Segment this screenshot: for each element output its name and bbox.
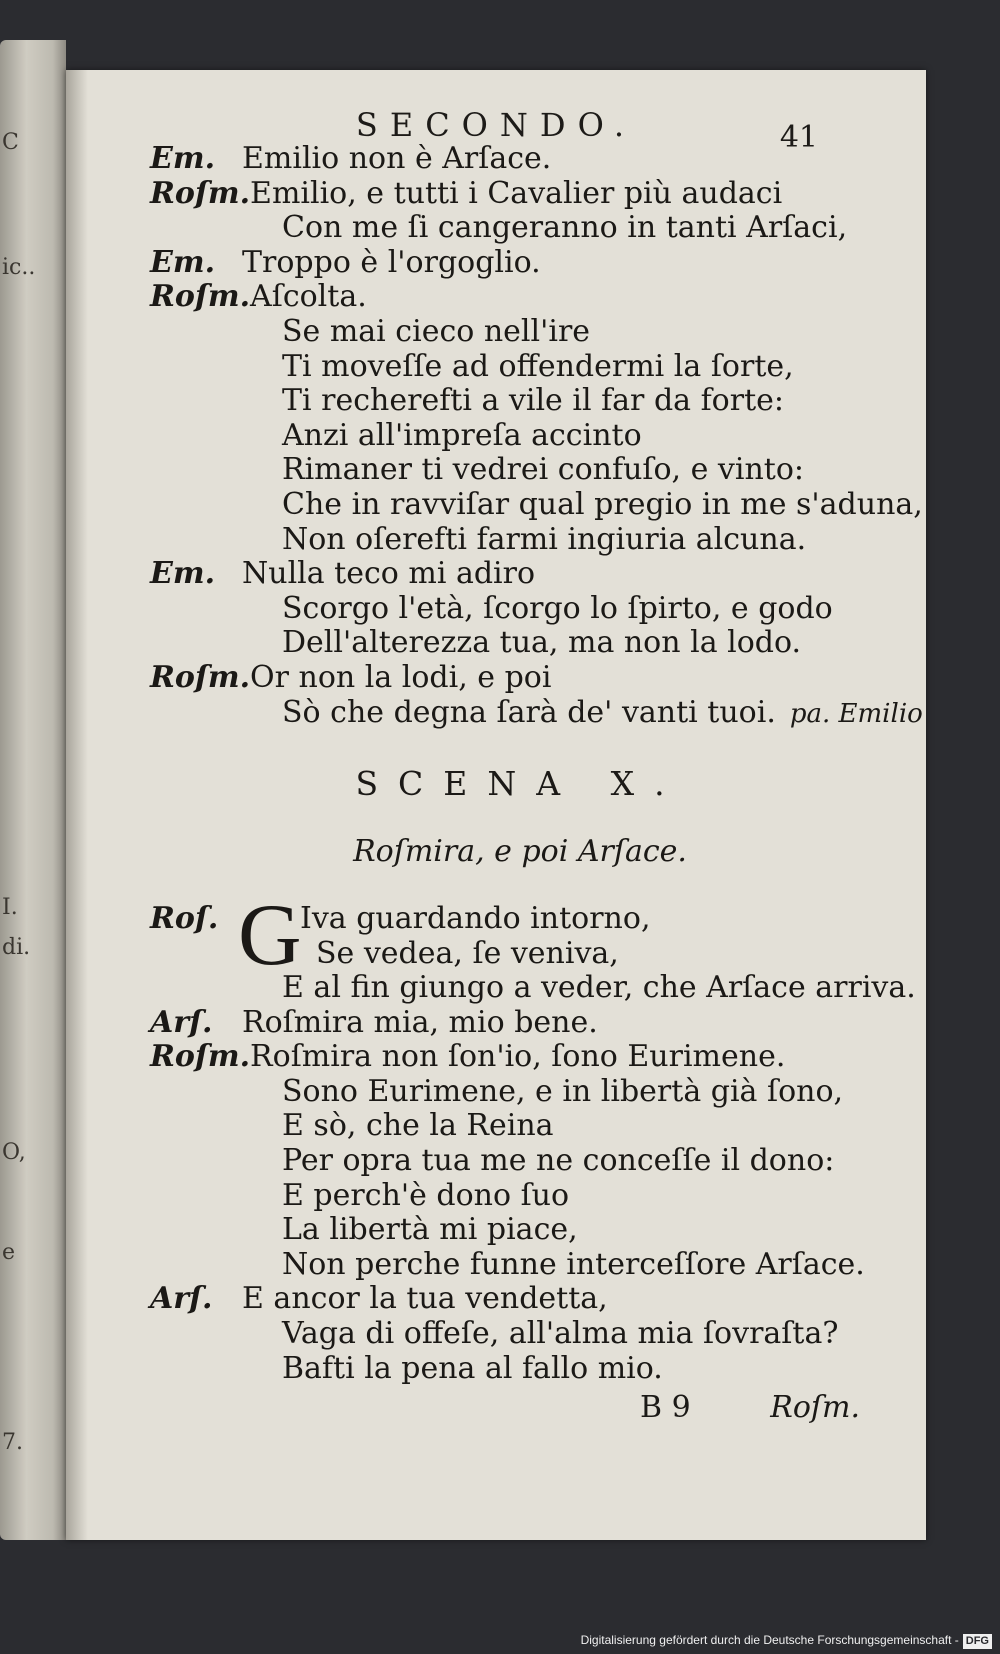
catchword-line [150,1386,890,1430]
speaker-label: Roſ. [150,901,219,937]
verse-text: E sò, che la Reina [282,1108,554,1144]
speaker-label: Roſm. [150,279,251,315]
verse-line [150,486,923,523]
verse-text: Iva guardando intorno, [300,901,651,937]
verse-line [150,453,890,488]
text-block [150,141,923,1430]
verse-line [150,1144,890,1179]
dfg-logo: DFG [963,1634,992,1649]
verse-text: Vaga di offeſe, all'alma mia ſovraſta? [282,1316,839,1352]
speaker-label: Em. [150,556,216,592]
verse-text: Sò che degna ſarà de' vanti tuoi. [282,694,776,730]
verse-text: Anzi all'impreſa accinto [282,417,642,453]
speaker-label: Em. [150,244,216,280]
verse-group-a [150,141,923,730]
verse-line [150,1317,890,1352]
facing-page-fragment: O, [2,1140,26,1165]
verse-text: Ti recherefti a vile il far da forte: [282,383,784,419]
verse-text: La libertà mi piace, [282,1212,578,1248]
credit-text: Digitalisierung gefördert durch die Deutsche Forschungsgemeinschaft - [580,1633,959,1647]
verse-line [150,523,890,558]
verse-line [150,1006,890,1041]
verse-text: Scorgo l'età, ſcorgo lo ſpirto, e godo [282,590,833,626]
verse-line [150,626,890,661]
verse-text: Rimaner ti vedrei confuſo, e vinto: [282,452,805,488]
verse-line [150,1179,890,1214]
verse-text: Or non la lodi, e poi [250,659,552,695]
verse-line [150,592,890,627]
verse-text: Aſcolta. [250,279,367,315]
facing-page-fragment: 7. [2,1430,23,1455]
verse-line [150,1040,890,1075]
verse-text: Con me ſi cangeranno in tanti Arſaci, [282,210,848,246]
speaker-label: Roſm. [150,1039,251,1075]
verse-line [150,280,890,315]
verse-text: E perch'è dono ſuo [282,1177,570,1213]
verse-text: Per opra tua me ne conceſſe il dono: [282,1143,835,1179]
gutter-shadow [66,70,88,1540]
verse-line [150,246,890,281]
speaker-label: Arſ. [150,1281,213,1317]
verse-text: Che in ravviſar qual pregio in me s'aduna, [282,486,923,522]
verse-line [150,1075,890,1110]
verse-text: Non oſerefti farmi ingiuria alcuna. [282,521,807,557]
running-head: SECONDO. [355,106,637,144]
drop-cap-letter: G [238,887,302,985]
verse-text: Emilio, e tutti i Cavalier più audaci [250,175,783,211]
verse-text: E al fin giungo a veder, che Arſace arriva. [282,970,916,1006]
verse-text: E ancor la tua vendetta, [242,1281,608,1317]
speaker-label: Roſm. [150,175,251,211]
verse-text: Dell'alterezza tua, ma non la lodo. [282,625,802,661]
verse-text: Non perche funne interceſſore Arſace. [282,1246,865,1282]
page-number: 41 [779,120,818,155]
verse-text: Emilio non è Arſace. [242,141,552,176]
verse-line [150,694,923,731]
facing-page-edge [0,40,66,1540]
verse-line [150,557,890,592]
verse-line [150,384,890,419]
book-page [66,70,926,1540]
verse-text: Se mai cieco nell'ire [282,313,591,349]
verse-line [150,1352,890,1387]
speaker-label: Em. [150,141,216,176]
facing-page-fragment: I. [2,895,18,920]
verse-line [150,661,890,696]
verse-line [150,177,890,212]
facing-page-fragment: di. [2,935,31,960]
facing-page-fragment: ic.. [2,255,36,280]
verse-text: Roſmira mia, mio bene. [242,1004,598,1040]
verse-text: Bafti la pena al fallo mio. [282,1350,663,1386]
verse-line [150,315,890,350]
facing-page-fragment: C [2,130,19,155]
verse-text: Troppo è l'orgoglio. [242,244,541,280]
verse-text: Nulla teco mi adiro [242,556,536,592]
scene-characters: Roſmira, e poi Arſace. [353,834,687,870]
verse-line [150,1248,890,1283]
dropcap-opening [150,887,890,985]
verse-text: Sono Eurimene, e in libertà già ſono, [282,1073,844,1109]
speaker-label: Arſ. [150,1004,213,1040]
verse-text: Se vedea, ſe veniva, [316,935,619,971]
verse-text: Ti moveſſe ad offendermi la ſorte, [282,348,794,384]
verse-line [150,211,890,246]
signature-mark: B 9 [640,1390,691,1426]
digitization-credit [581,1630,992,1650]
verse-line [150,1282,890,1317]
scene-heading: SCENA X. [355,764,685,804]
verse-line [150,1109,890,1144]
verse-line [150,350,890,385]
verse-line [150,142,890,177]
stage-direction: pa. Emilio [789,698,923,729]
speaker-label: Roſm. [150,659,251,695]
verse-group-b [150,970,916,1386]
verse-line [150,1213,890,1248]
verse-line [150,419,890,454]
facing-page-fragment: e [2,1240,16,1265]
catchword: Roſm. [770,1390,860,1426]
verse-text: Roſmira non ſon'io, ſono Eurimene. [250,1039,786,1075]
